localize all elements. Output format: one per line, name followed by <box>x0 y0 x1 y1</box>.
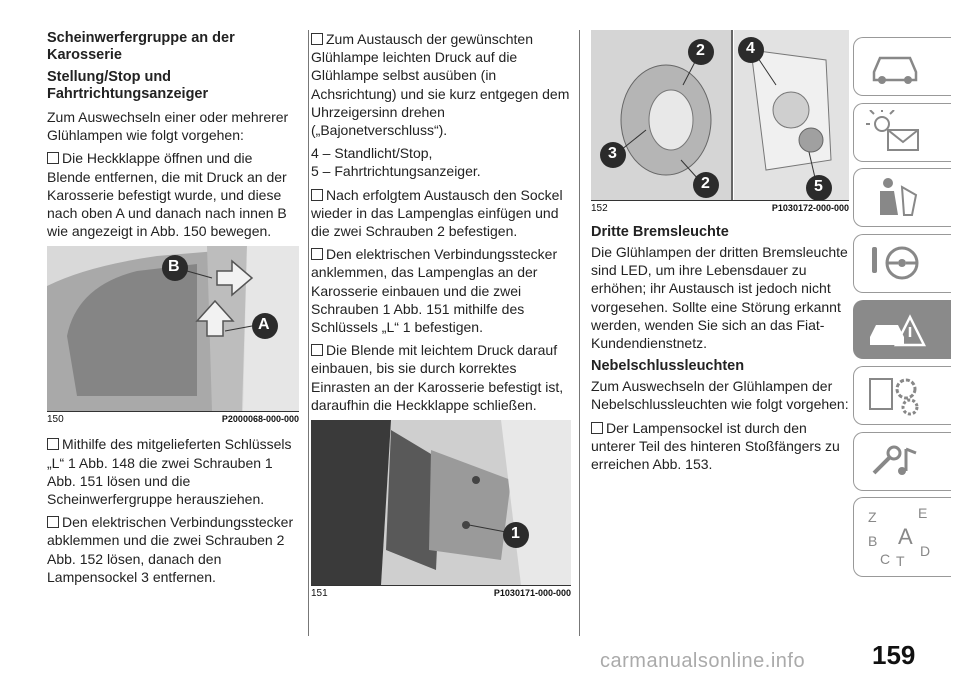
checkbox-bullet-icon <box>311 344 323 356</box>
label-2-top: 2 <box>696 42 705 59</box>
light-mail-icon <box>866 110 926 155</box>
bullet-step: Die Heckklappe öffnen und die Blende entfernen, die mit Druck an der Karosserie befestigt wurde, und diese nach oben A und danach nach innen B wie angezeigt in Abb. 150 bewegen. <box>47 150 287 240</box>
wrench-music-icon <box>866 439 926 484</box>
bullet-step: Zum Austausch der gewünschten Glühlampe leichten Druck auf die Glühlampe selbst ausüben (in Achsrichtung) und sie kurz entgegen dem Uhrzeigersinn drehen („Bajonetverschluss“). <box>311 31 570 139</box>
chapter-tab-index[interactable] <box>853 497 951 577</box>
bullet-step: Den elektrischen Verbindungsstecker anklemmen, das Lampenglas an der Karosserie einbauen und die zwei Schrauben 1 Abb. 151 mithilfe des Schlüssels „L“ 1 befestigen. <box>311 246 558 336</box>
paragraph-bremsleuchte: Die Glühlampen der dritten Bremsleuchte sind LED, um ihre Lebensdauer zu erhöhen; ihr Austausch ist jedoch nicht vorgesehen. Sollte eine Störung erkannt werden, wenden Sie sich an das Fiat-Kundendienstnetz. <box>591 244 848 352</box>
list-line: 5 – Fahrtrichtungsanzeiger. <box>311 163 481 180</box>
heading-dritte-bremsleuchte: Dritte Bremsleuchte <box>591 224 729 240</box>
chapter-tab-multimedia[interactable] <box>853 432 951 491</box>
checkbox-bullet-icon <box>47 438 59 450</box>
chapter-tab-maintenance[interactable] <box>853 366 951 425</box>
label-a: A <box>258 316 270 334</box>
label-2-bottom: 2 <box>701 175 710 192</box>
watermark: carmanualsonline.info <box>600 650 806 672</box>
page-number: 159 <box>872 640 916 670</box>
list-line: 4 – Standlicht/Stop, <box>311 145 433 162</box>
checkbox-bullet-icon <box>311 189 323 201</box>
column-divider-1 <box>308 30 309 636</box>
figure-152-caption <box>591 203 849 214</box>
alpha-t: T <box>896 553 905 569</box>
column-3 <box>591 30 849 478</box>
chapter-tab-safety[interactable] <box>853 168 951 227</box>
figure-151 <box>311 420 571 586</box>
checkbox-bullet-icon <box>591 422 603 434</box>
figure-151-caption <box>311 588 571 599</box>
alpha-c: C <box>880 551 891 567</box>
paragraph-nebel-intro: Zum Auswechseln der Glühlampen der Nebelschlussleuchten wie folgt vorgehen: <box>591 378 849 413</box>
chapter-tab-car[interactable] <box>853 37 951 96</box>
car-warning-icon <box>866 307 926 352</box>
label-1: 1 <box>511 525 520 543</box>
checkbox-bullet-icon <box>311 33 323 45</box>
heading-scheinwerfergruppe: Scheinwerfergruppe an der Karosserie <box>47 30 235 63</box>
heading-stellung: Stellung/Stop und Fahrtrichtungsanzeiger <box>47 69 209 102</box>
figure-152-illustration <box>591 30 849 200</box>
bullet-step: Die Blende mit leichtem Druck darauf einbauen, bis sie durch korrektes Einrasten an der Karosserie befestigt ist, daraufhin die Heckklappe schließen. <box>311 342 564 413</box>
chapter-tab-driving[interactable] <box>853 234 951 293</box>
bullet-step: Mithilfe des mitgelieferten Schlüssels „L“ 1 Abb. 148 die zwei Schrauben 1 Abb. 151 lösen und die Scheinwerfergruppe herausziehen. <box>47 436 292 508</box>
alpha-z: Z <box>868 509 877 525</box>
figure-code: P2000068-000-000 <box>221 414 299 425</box>
column-2 <box>311 30 571 609</box>
checkbox-bullet-icon <box>311 248 323 260</box>
label-3: 3 <box>608 145 617 162</box>
figure-number: 151 <box>311 588 328 600</box>
figure-150-caption <box>47 414 299 425</box>
figure-150 <box>47 246 299 412</box>
gears-icon <box>866 373 926 418</box>
label-4: 4 <box>746 40 755 57</box>
checkbox-bullet-icon <box>47 152 59 164</box>
car-icon <box>866 44 926 89</box>
figure-number: 150 <box>47 414 64 426</box>
alpha-a: A <box>898 524 913 549</box>
heading-nebelschlussleuchten: Nebelschlussleuchten <box>591 358 745 375</box>
figure-151-illustration <box>311 420 571 585</box>
figure-code: P1030171-000-000 <box>493 588 571 599</box>
bullet-step: Der Lampensockel ist durch den unterer Teil des hinteren Stoßfängers zu erreichen Abb. 153. <box>591 419 840 473</box>
figure-number: 152 <box>591 203 608 214</box>
chapter-tab-lights[interactable] <box>853 103 951 162</box>
paragraph-intro: Zum Auswechseln einer oder mehrerer Glühlampen wie folgt vorgehen: <box>47 109 289 144</box>
bullet-step: Nach erfolgtem Austausch den Sockel wieder in das Lampenglas einfügen und die zwei Schrauben 2 befestigen. <box>311 186 563 240</box>
steering-wheel-icon <box>866 241 926 286</box>
figure-152 <box>591 30 849 201</box>
column-1 <box>47 30 299 591</box>
label-b: B <box>168 258 180 276</box>
alphabet-index-icon <box>866 504 936 570</box>
label-5: 5 <box>814 178 823 195</box>
alpha-b: B <box>868 533 878 549</box>
airbag-seat-icon <box>866 175 926 220</box>
alpha-e: E <box>918 505 928 521</box>
figure-code: P1030172-000-000 <box>771 203 849 213</box>
column-divider-2 <box>579 30 580 636</box>
checkbox-bullet-icon <box>47 516 59 528</box>
bullet-step: Den elektrischen Verbindungsstecker abklemmen und die zwei Schrauben 2 Abb. 152 lösen, danach den Lampensockel 3 entfernen. <box>47 514 294 585</box>
chapter-tab-emergency[interactable] <box>853 300 951 359</box>
alpha-d: D <box>920 543 931 559</box>
